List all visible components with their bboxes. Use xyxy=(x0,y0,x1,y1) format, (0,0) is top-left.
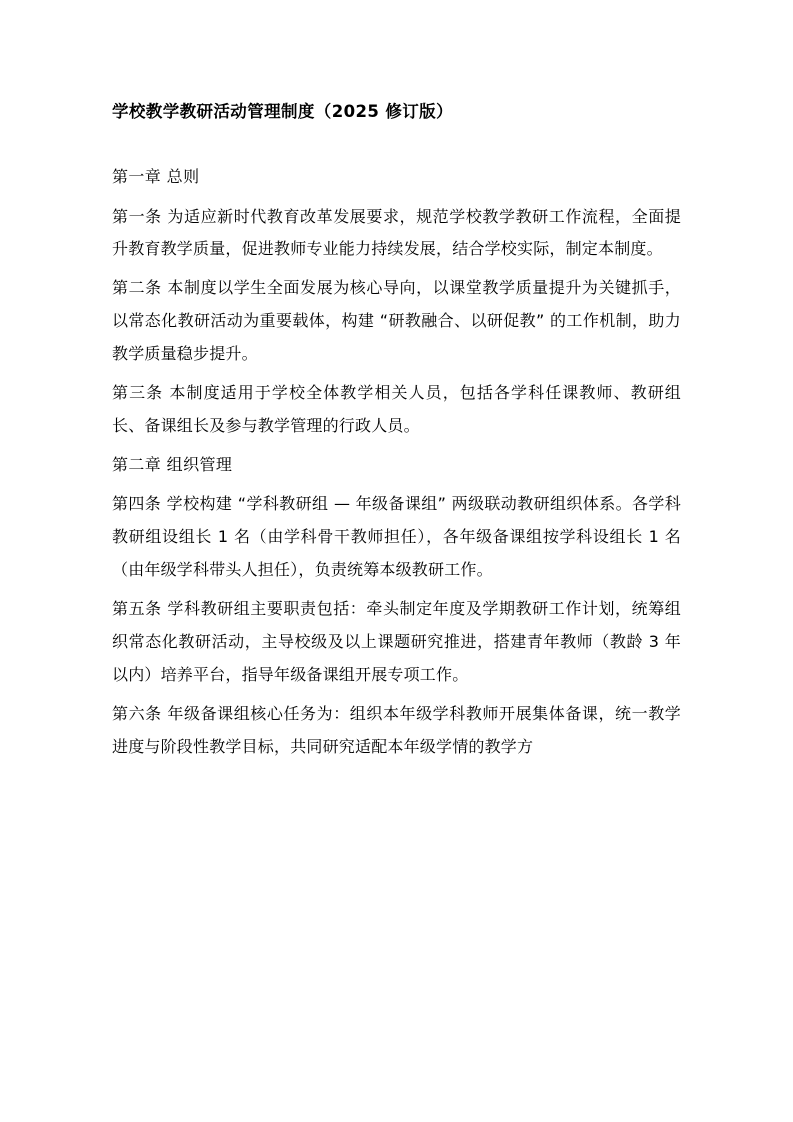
article-paragraph-2: 第二条 本制度以学生全面发展为核心导向，以课堂教学质量提升为关键抓手，以常态化教研活动为重要载体，构建 “研教融合、以研促教” 的工作机制，助力教学质量稳步提升。 xyxy=(112,278,681,364)
article-paragraph-5: 第五条 学科教研组主要职责包括：牵头制定年度及学期教研工作计划，统筹组织常态化教研活动，主导校级及以上课题研究推进，搭建青年教师（教龄 3 年以内）培养平台，指导年级备课组开展专项工作。 xyxy=(112,599,681,685)
article-paragraph-3: 第三条 本制度适用于学校全体教学相关人员，包括各学科任课教师、教研组长、备课组长及参与教学管理的行政人员。 xyxy=(112,383,681,436)
chapter-heading-1: 第一章 总则 xyxy=(112,167,200,187)
chapter-heading-2: 第二章 组织管理 xyxy=(112,455,233,475)
page-title: 学校教学教研活动管理制度（2025 修订版） xyxy=(112,102,453,121)
article-paragraph-1: 第一条 为适应新时代教育改革发展要求，规范学校教学教研工作流程，全面提升教育教学质量，促进教师专业能力持续发展，结合学校实际，制定本制度。 xyxy=(112,206,681,259)
article-paragraph-6: 第六条 年级备课组核心任务为：组织本年级学科教师开展集体备课，统一教学进度与阶段性教学目标，共同研究适配本年级学情的教学方 xyxy=(112,704,681,757)
article-paragraph-4: 第四条 学校构建 “学科教研组 — 年级备课组” 两级联动教研组织体系。各学科教研组设组长 1 名（由学科骨干教师担任），各年级备课组按学科设组长 1 名（由年级学科带头人担任），负责统筹本级教研工作。 xyxy=(112,494,681,580)
